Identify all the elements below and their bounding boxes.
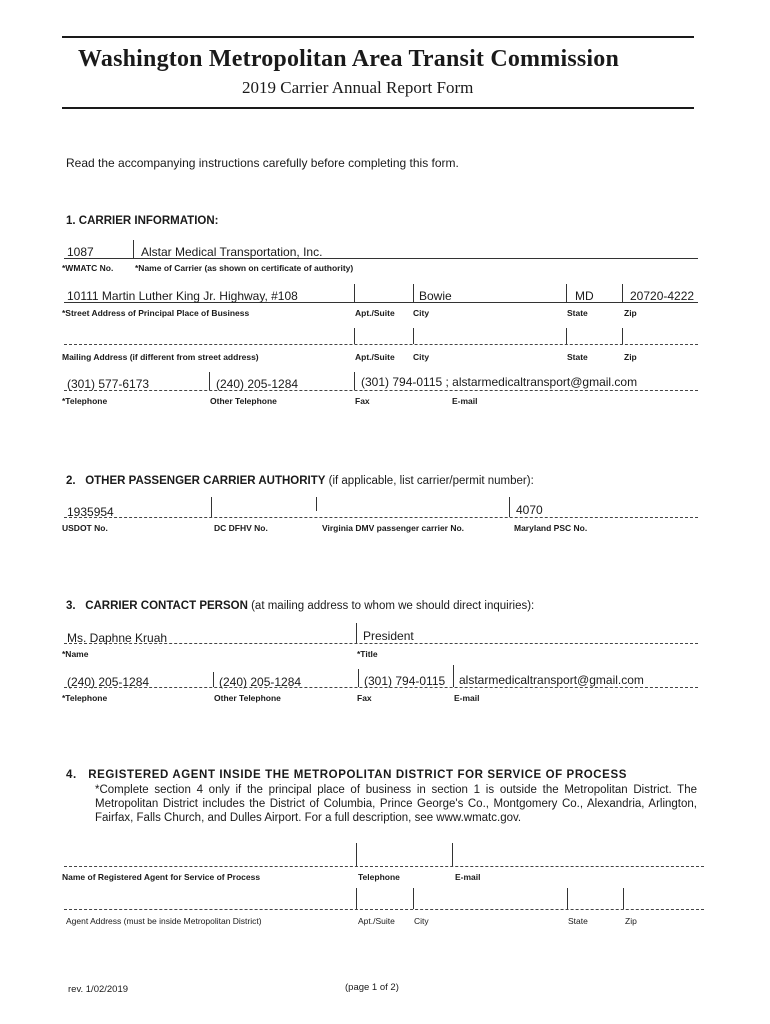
divider: [623, 888, 624, 909]
divider: [354, 372, 355, 390]
phone-line: [64, 390, 698, 391]
divider: [356, 888, 357, 909]
page-number: (page 1 of 2): [345, 982, 399, 993]
divider: [566, 328, 567, 344]
fax-email-field[interactable]: (301) 794-0115 ; alstarmedicaltransport@gmail.com: [361, 375, 638, 389]
divider: [356, 843, 357, 866]
carrier-name-label: *Name of Carrier (as shown on certificate of authority): [135, 263, 354, 273]
divider: [213, 672, 214, 687]
divider: [453, 665, 454, 687]
divider: [413, 284, 414, 302]
va-dmv-label: Virginia DMV passenger carrier No.: [322, 523, 465, 533]
divider: [566, 284, 567, 302]
email-label: E-mail: [452, 396, 478, 406]
section-3-heading: 3. CARRIER CONTACT PERSON (at mailing address to whom we should direct inquiries):: [66, 600, 535, 612]
other-telephone-field[interactable]: (240) 205-1284: [216, 377, 299, 391]
other-telephone-label: Other Telephone: [210, 396, 277, 406]
agent-telephone-label: Telephone: [358, 872, 400, 882]
divider: [358, 669, 359, 687]
contact-email-label: E-mail: [454, 693, 480, 703]
header-top-rule: [62, 36, 694, 38]
commission-title: Washington Metropolitan Area Transit Commission: [78, 46, 620, 72]
fax-label: Fax: [355, 396, 370, 406]
contact-email-field[interactable]: alstarmedicaltransport@gmail.com: [459, 673, 644, 687]
divider: [622, 284, 623, 302]
contact-fax-label: Fax: [357, 693, 372, 703]
telephone-label: *Telephone: [62, 396, 108, 406]
city-field[interactable]: Bowie: [419, 289, 452, 303]
divider: [413, 328, 414, 344]
agent-name-line: [64, 866, 704, 867]
wmatc-no-label: *WMATC No.: [62, 263, 114, 273]
agent-city-label: City: [414, 916, 429, 926]
section-4-paragraph: *Complete section 4 only if the principal place of business in section 1 is outside the Metropolitan District. The Metropolitan District includes the District of Columbia, Prince George's Co., Montgomery Co., Alexandria, Arlington, Fairfax, Falls Church, and Dulles Airport. For a full description, see www.wmatc.gov.: [95, 784, 697, 824]
carrier-name-field[interactable]: Alstar Medical Transportation, Inc.: [141, 245, 323, 259]
section-4-heading: 4. REGISTERED AGENT INSIDE THE METROPOLITAN DISTRICT FOR SERVICE OF PROCESS: [66, 769, 627, 781]
divider: [567, 888, 568, 909]
divider: [354, 328, 355, 344]
agent-state-label: State: [568, 916, 588, 926]
zip-label: Zip: [624, 308, 637, 318]
dc-dfhv-label: DC DFHV No.: [214, 523, 268, 533]
street-field[interactable]: 10111 Martin Luther King Jr. Highway, #108: [67, 289, 298, 303]
contact-telephone-field[interactable]: (240) 205-1284: [67, 675, 150, 689]
apt2-label: Apt./Suite: [355, 352, 395, 362]
zip2-label: Zip: [624, 352, 637, 362]
city-label: City: [413, 308, 430, 318]
street-label: *Street Address of Principal Place of Business: [62, 308, 250, 318]
contact-name-field[interactable]: Ms. Daphne Kruah: [67, 631, 168, 645]
state-field[interactable]: MD: [575, 289, 594, 303]
city2-label: City: [413, 352, 430, 362]
divider: [133, 240, 134, 258]
mailing-label: Mailing Address (if different from street address): [62, 352, 259, 362]
divider: [509, 497, 510, 517]
divider: [452, 843, 453, 866]
contact-fax-field[interactable]: (301) 794-0115: [364, 674, 446, 688]
wmatc-no-field[interactable]: 1087: [67, 245, 94, 259]
divider: [209, 372, 210, 390]
divider: [622, 328, 623, 344]
state2-label: State: [567, 352, 588, 362]
telephone-field[interactable]: (301) 577-6173: [67, 377, 150, 391]
divider: [211, 497, 212, 517]
divider: [316, 497, 317, 511]
divider: [354, 284, 355, 302]
form-subtitle: 2019 Carrier Annual Report Form: [242, 78, 474, 97]
apt-label: Apt./Suite: [355, 308, 395, 318]
section-1-heading: 1. CARRIER INFORMATION:: [66, 215, 219, 227]
md-psc-field[interactable]: 4070: [516, 503, 543, 517]
revision-date: rev. 1/02/2019: [68, 984, 129, 995]
agent-name-label: Name of Registered Agent for Service of Process: [62, 872, 261, 882]
contact-other-telephone-field[interactable]: (240) 205-1284: [219, 675, 302, 689]
agent-address-line: [64, 909, 704, 910]
contact-other-telephone-label: Other Telephone: [214, 693, 281, 703]
agent-email-label: E-mail: [455, 872, 481, 882]
agent-address-label: Agent Address (must be inside Metropolitan District): [66, 916, 262, 926]
state-label: State: [567, 308, 588, 318]
authority-line: [64, 517, 698, 518]
zip-field[interactable]: 20720-4222: [630, 289, 695, 303]
divider: [356, 623, 357, 643]
agent-apt-label: Apt./Suite: [358, 916, 395, 926]
md-psc-label: Maryland PSC No.: [514, 523, 588, 533]
mailing-line: [64, 344, 698, 345]
contact-name-label: *Name: [62, 649, 89, 659]
agent-zip-label: Zip: [625, 916, 637, 926]
header-bottom-rule: [62, 107, 694, 109]
divider: [413, 888, 414, 909]
instructions-text: Read the accompanying instructions carefully before completing this form.: [66, 156, 459, 170]
usdot-label: USDOT No.: [62, 523, 108, 533]
contact-title-label: *Title: [357, 649, 378, 659]
contact-telephone-label: *Telephone: [62, 693, 108, 703]
contact-title-field[interactable]: President: [363, 629, 414, 643]
usdot-field[interactable]: 1935954: [67, 505, 114, 519]
section-2-heading: 2. OTHER PASSENGER CARRIER AUTHORITY (if applicable, list carrier/permit number):: [66, 475, 534, 487]
